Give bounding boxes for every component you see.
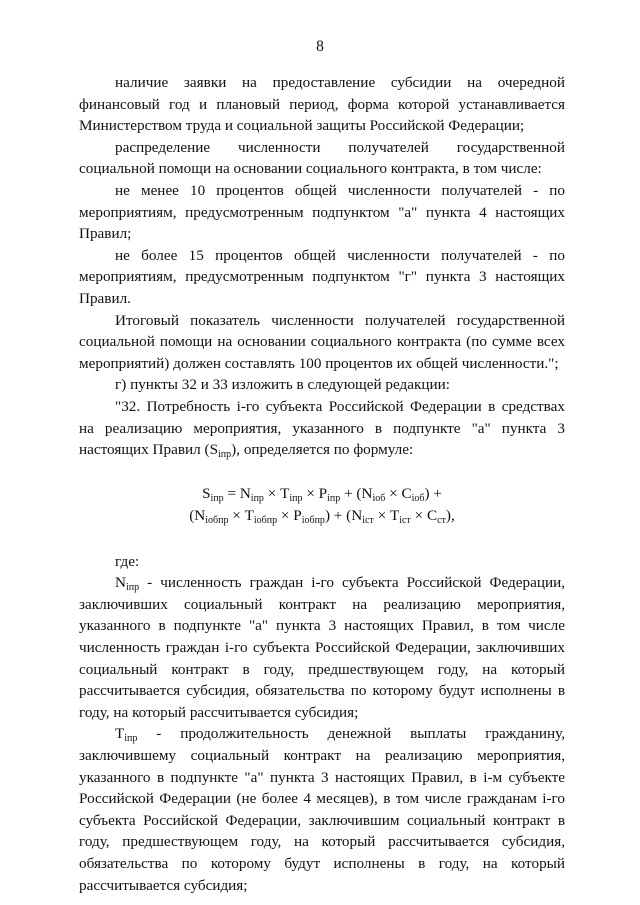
definition-t (79, 723, 565, 896)
clause-32-text: "32. Потребность i-го субъекта Российской Федерации в средствах на реализацию мероприятия, указанного в подпункте "а" пункта 3 настоящих Правил (S (79, 397, 565, 459)
paragraph-where: где: (115, 552, 140, 570)
clause-32-subscript: iпр (218, 449, 232, 461)
definition-t-symbol: T (115, 725, 125, 743)
definition-n-text: - численность граждан i-го субъекта Российской Федерации, заключивших социальный контракт на реализацию мероприятия, указанного в подпункте "а" пункта 3 настоящих Правил, в том числе численность граждан i-го субъекта Российской Федерации, заключивших социальный контракт в году, предшествующем году, на который рассчитывается субсидия, обязательства по которому будут исполнены в году, на который рассчитывается субсидия; (79, 574, 565, 721)
paragraph-clause-32 (79, 396, 565, 461)
formula-block (79, 483, 565, 527)
definition-t-subscript: iпр (124, 733, 138, 745)
formula-line-2: $(N_{iобпр} \times T_{iобпр} \times P_{iобпр}) + (N_{iст} \times T_{iст} \times C_{ст})$, (189, 506, 455, 526)
paragraph-amendment-g: г) пункты 32 и 33 изложить в следующей редакции: (115, 376, 450, 394)
definition-t-text: - продолжительность денежной выплаты гражданину, заключившему социальный контракт на реализацию мероприятия, указанного в подпункте "а" пункта 3 настоящих Правил, в i-м субъекте Российской Федерации (не более 4 месяцев), в том числе гражданам i-го субъекта Российской Федерации, заключившим социальный контракт в году, предшествующем году, на который рассчитывается субсидия, обязательства по которому будут исполнены в году, на который рассчитывается субсидия; (79, 725, 565, 894)
definition-n (79, 572, 565, 723)
paragraph-application-requirement: наличие заявки на предоставление субсидии на очередной финансовый год и плановый период, форма которой устанавливается Министерством труда и социальной защиты Российской Федерации; (79, 74, 565, 135)
formula-line-1: $S_{iпр} = N_{iпр} \times T_{iпр} \times P_{iпр} + (N_{iоб} \times C_{iоб})$ + (202, 484, 442, 504)
paragraph-not-more-15-percent: не более 15 процентов общей численности получателей - по мероприятиям, предусмотренным подпунктом "г" пункта 3 настоящих Правил. (79, 246, 565, 307)
page-number: 8 (316, 38, 324, 55)
paragraph-total-indicator: Итоговый показатель численности получателей государственной социальной помощи на основании социального контракта (по сумме всех мероприятий) должен составлять 100 процентов их общей численности."; (79, 311, 565, 372)
definition-n-subscript: iпр (125, 582, 140, 594)
paragraph-not-less-10-percent: не менее 10 процентов общей численности получателей - по мероприятиям, предусмотренным подпунктом "а" пункта 4 настоящих Правил; (79, 181, 565, 243)
definition-n-symbol: N (115, 574, 126, 592)
paragraph-recipient-distribution: распределение численности получателей государственной социальной помощи на основании социального контракта, в том числе: (79, 138, 565, 178)
clause-32-text-end: ), определяется по формуле: (231, 441, 414, 459)
document-body (79, 72, 565, 896)
